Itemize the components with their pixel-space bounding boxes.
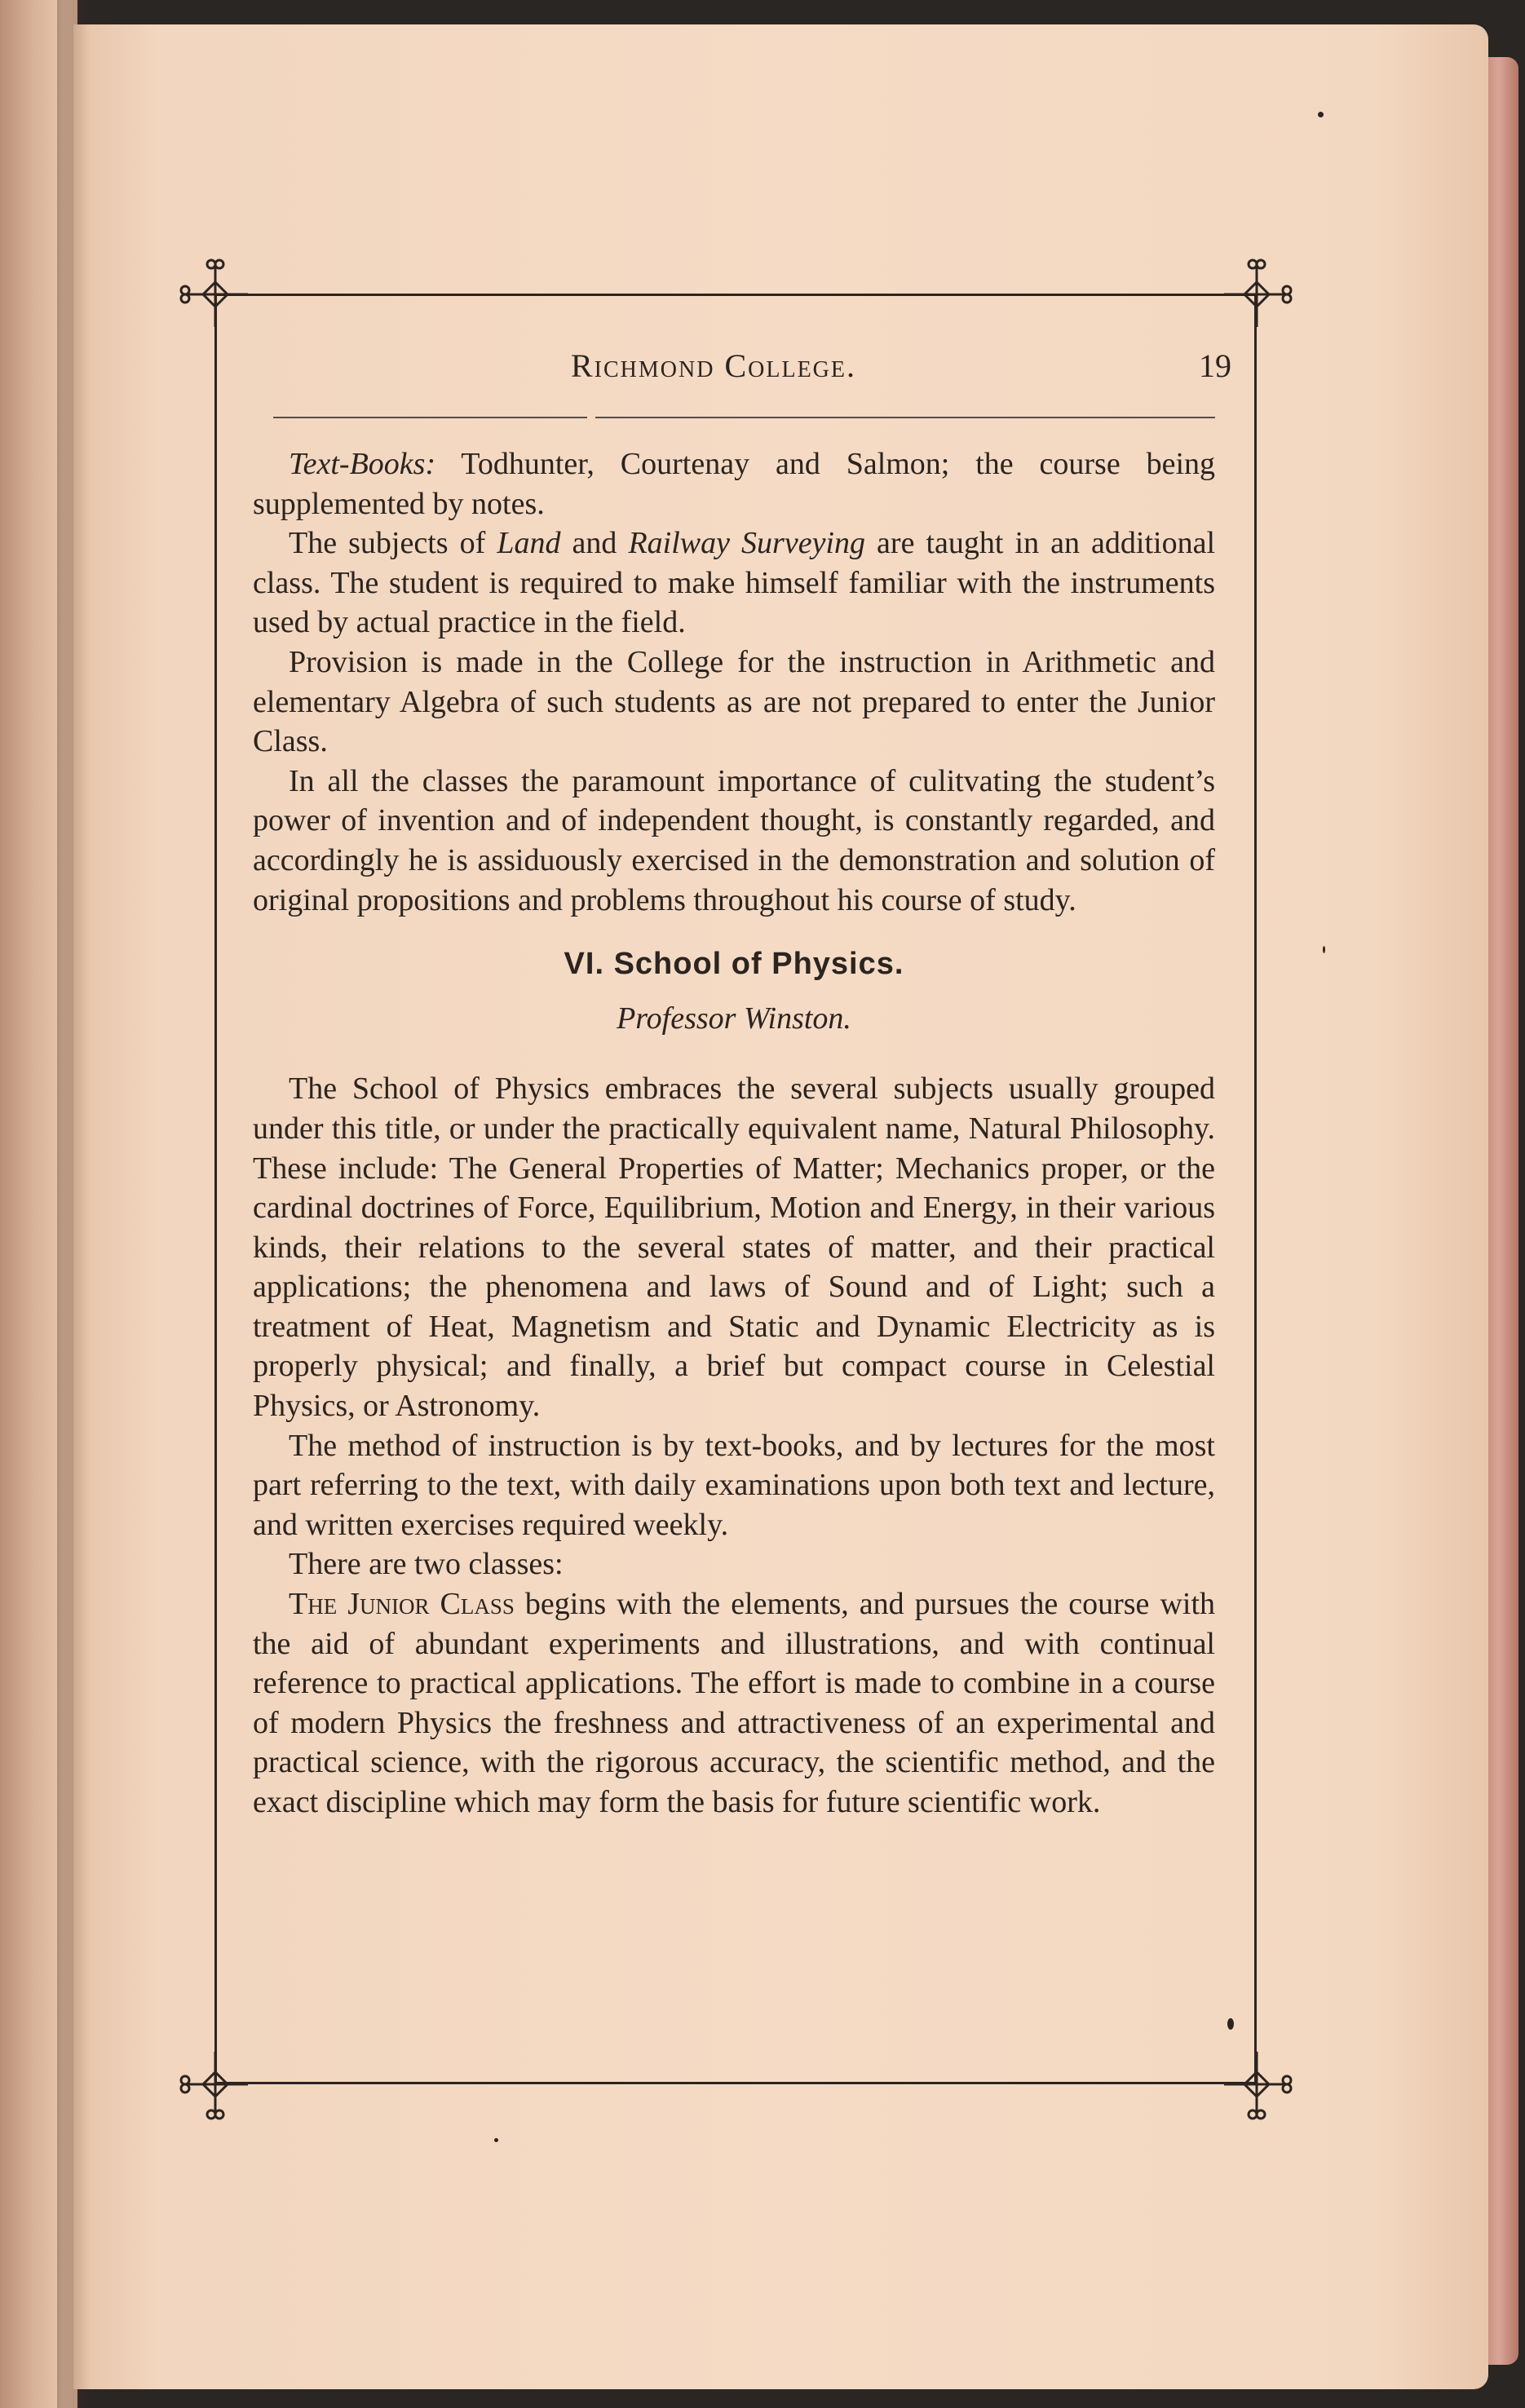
subject-land: Land <box>497 526 561 561</box>
textbooks-label: Text-Books: <box>289 447 436 481</box>
paragraph-provision: Provision is made in the College for the instruction in Arithmetic and elementary Algebra of such students as are not prepared to enter the Junior Class. <box>253 644 1215 759</box>
paragraph-textbooks <box>253 444 1215 524</box>
corner-ornament-icon <box>1220 258 1293 331</box>
corner-ornament-top-right <box>1220 258 1293 331</box>
paragraph-method: The method of instruction is by text-books, and by lectures for the most part referring to the text, with daily examinations upon both text and lecture, and written exercises required weekly. <box>253 1428 1215 1542</box>
corner-ornament-icon <box>179 2048 252 2121</box>
corner-ornament-bottom-right <box>1220 2048 1293 2121</box>
corner-ornament-icon <box>179 258 252 331</box>
paragraph-text: begins with the elements, and pursues the course with the aid of abundant experiments and illustrations, and with continual reference to practical applications. The effort is made to combine in a course of modern Physics the freshness and attractiveness of an experimental and practical science, with the rigorous accuracy, the scientific method, and the exact discipline which may form the basis for future scientific work. <box>253 1587 1215 1819</box>
gutter-shadow <box>57 0 90 2408</box>
paper-speck <box>1227 2018 1234 2030</box>
subject-railway-surveying: Railway Surveying <box>628 526 865 561</box>
paragraph-junior-class <box>253 1584 1215 1823</box>
paper-speck <box>1318 112 1324 117</box>
corner-ornament-bottom-left <box>179 2048 252 2121</box>
junior-class-label: The Junior Class <box>289 1587 515 1622</box>
paragraph-classes: There are two classes: <box>289 1547 564 1582</box>
paper-speck <box>494 2138 498 2142</box>
header-rule-right <box>595 417 1215 418</box>
paragraph-text: The subjects of <box>289 526 497 561</box>
paragraph-physics-scope: The School of Physics embraces the several subjects usually grouped under this title, or under the practically equivalent name, Natural Philosophy. These include: The General Properties of Matter; Mechanics proper, or the cardinal doctrines of Force, Equilibrium, Motion and Energy, in their various kinds, their relations to the several states of matter, and their practical applications; the phenomena and laws of Sound and of Light; such a treatment of Heat, Magnetism and Static and Dynamic Electricity as is properly physical; and finally, a brief but compact course in Celestial Physics, or Astronomy. <box>253 1071 1215 1424</box>
paragraph-text: are taught in an additional class. The student is required to make himself familiar with the instruments used by actual practice in the field. <box>253 526 1216 640</box>
page-fore-edge <box>1486 57 1518 2365</box>
professor-name: Professor Winston. <box>617 1001 851 1036</box>
paragraph-text: Todhunter, Courtenay and Salmon; the course being supplemented by notes. <box>253 447 1215 521</box>
paragraph-text: and <box>560 526 629 561</box>
paper-speck <box>1323 946 1325 953</box>
section-heading: VI. School of Physics. <box>564 947 904 982</box>
corner-ornament-icon <box>1220 2048 1293 2121</box>
header-rule-left <box>273 417 587 418</box>
body-text <box>253 444 1215 1823</box>
paragraph-surveying <box>253 524 1215 643</box>
paragraph-invention: In all the classes the paramount importance of culitvating the student’s power of invention and of independent thought, is constantly regarded, and accordingly he is assiduously exercised in the demonstration and solution of original propositions and problems throughout his course of study. <box>253 763 1215 917</box>
corner-ornament-top-left <box>179 258 252 331</box>
page-number: 19 <box>1199 347 1231 384</box>
running-head: Richmond College. <box>571 347 856 384</box>
